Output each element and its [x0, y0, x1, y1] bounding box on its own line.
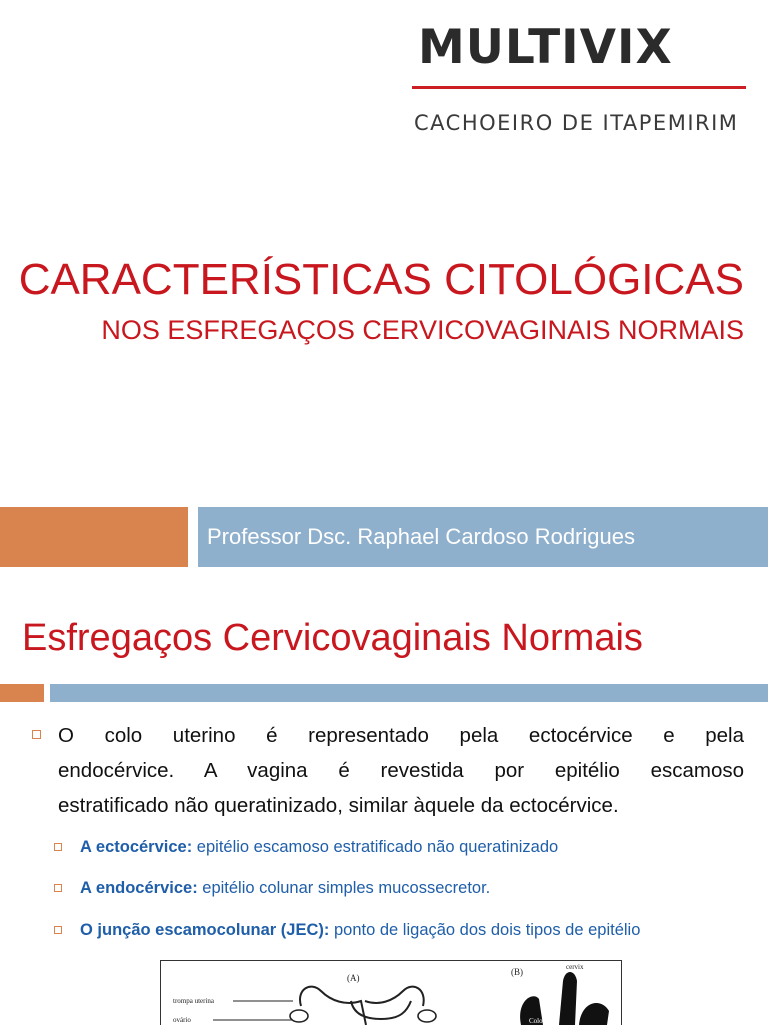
uterus-diagram	[161, 961, 621, 1025]
uterus-body	[351, 1001, 411, 1019]
sub-item-description: epitélio escamoso estratificado não queratinizado	[196, 838, 559, 856]
sub-item-term: A ectocérvice:	[80, 838, 193, 856]
sub-item-term: A endocérvice:	[80, 879, 198, 897]
sub-item-term: O junção escamocolunar (JEC):	[80, 921, 330, 939]
panel-a-label: (A)	[347, 973, 360, 983]
colo-label: Colo	[529, 1017, 543, 1025]
brand-logo: MULTIVIX	[418, 20, 673, 75]
section-rule-accent	[0, 684, 44, 702]
logo-divider	[412, 86, 746, 89]
band-accent-left	[0, 507, 188, 567]
sub-item-jec	[80, 919, 640, 941]
intro-line: estratificado não queratinizado, similar àquele da ectocérvice.	[58, 794, 619, 817]
intro-paragraph	[58, 718, 744, 823]
author-name: Professor Dsc. Raphael Cardoso Rodrigues	[207, 524, 635, 549]
sub-bullet-icon	[54, 884, 62, 892]
intro-line: O colo uterino é representado pela ectocérvice e pela	[58, 724, 744, 747]
right-tube-shape	[365, 987, 424, 1006]
left-ovary	[290, 1010, 308, 1022]
anatomy-figure	[160, 960, 622, 1025]
sub-bullet-icon	[54, 926, 62, 934]
page-subtitle: NOS ESFREGAÇOS CERVICOVAGINAIS NORMAIS	[101, 315, 744, 345]
campus-name: CACHOEIRO DE ITAPEMIRIM	[414, 111, 739, 135]
section-rule	[50, 684, 768, 702]
intro-line: endocérvice. A vagina é revestida por epitélio escamoso	[58, 759, 744, 782]
page-title: CARACTERÍSTICAS CITOLÓGICAS	[18, 255, 744, 304]
tube-label: trompa uterina	[173, 997, 215, 1005]
sub-item-endocervice	[80, 877, 490, 899]
cervix-label: cervix	[566, 963, 584, 971]
sub-item-description: ponto de ligação dos dois tipos de epitélio	[334, 921, 641, 939]
bullet-icon	[32, 730, 41, 739]
right-ovary	[418, 1010, 436, 1022]
ovary-label: ovário	[173, 1016, 191, 1024]
sub-bullet-icon	[54, 843, 62, 851]
sub-item-ectocervice	[80, 836, 558, 858]
panel-b-shape-right	[579, 1003, 609, 1025]
left-tube-shape	[300, 987, 366, 1025]
sub-item-description: epitélio colunar simples mucossecretor.	[202, 879, 491, 897]
panel-b-label: (B)	[511, 967, 523, 977]
section-heading: Esfregaços Cervicovaginais Normais	[22, 617, 643, 659]
panel-b-shape-center	[559, 972, 577, 1025]
